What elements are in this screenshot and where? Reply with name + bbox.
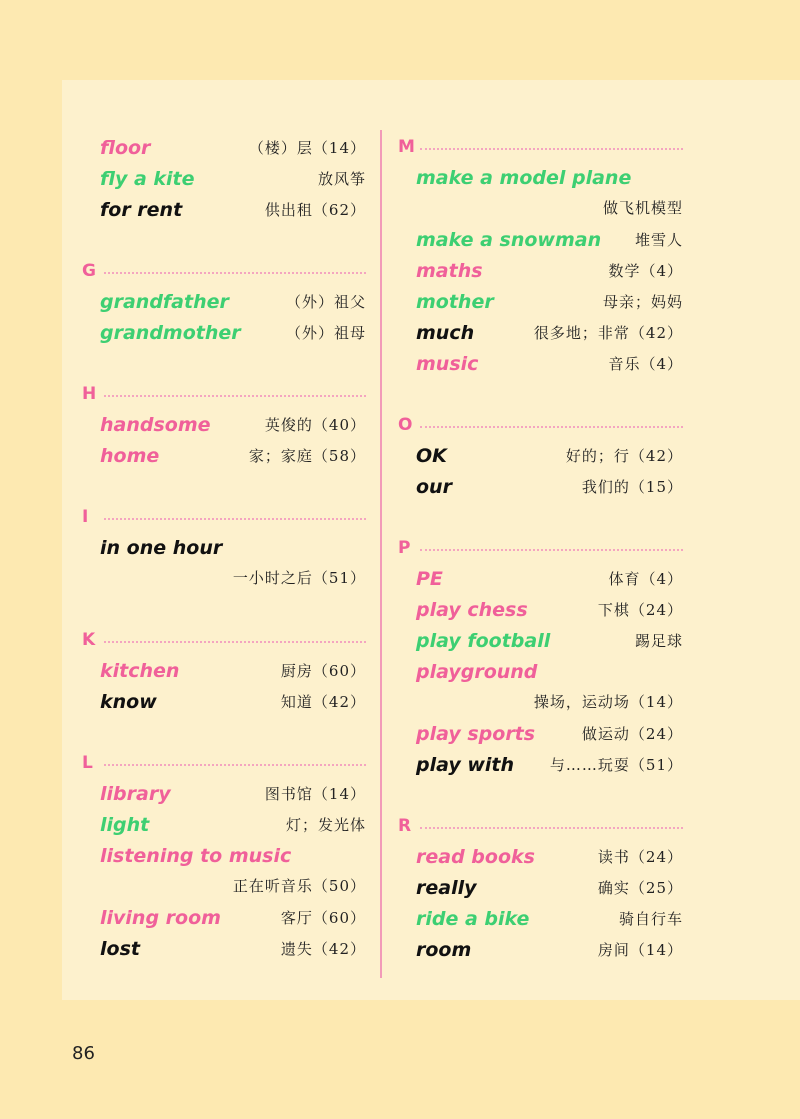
entry-word: maths — [416, 259, 483, 282]
entry-word: play sports — [416, 722, 536, 745]
entry-translation: （外）祖父 — [285, 293, 366, 311]
entry-translation: 灯；发光体 — [285, 816, 366, 834]
glossary-entry — [82, 317, 366, 348]
section-heading — [82, 625, 366, 655]
entry-translation: （楼）层（14） — [248, 139, 366, 157]
section-heading — [82, 748, 366, 778]
entry-translation: 好的；行（42） — [565, 447, 683, 465]
entry-word: music — [416, 352, 479, 375]
glossary-entry — [82, 809, 366, 840]
entry-translation: 图书馆（14） — [264, 785, 366, 803]
entry-translation: 做飞机模型 — [602, 199, 683, 217]
entry-translation: 遗失（42） — [280, 940, 366, 958]
dotted-rule — [104, 272, 366, 274]
entry-word: play chess — [416, 598, 528, 621]
entry-word: home — [100, 444, 160, 467]
dotted-rule — [420, 148, 683, 150]
dotted-rule — [420, 827, 683, 829]
entry-word: mother — [416, 290, 494, 313]
glossary-entry — [82, 933, 366, 964]
entry-translation: 我们的（15） — [581, 478, 683, 496]
entry-translation: 英俊的（40） — [264, 416, 366, 434]
section-letter: I — [82, 507, 89, 527]
glossary-entry — [398, 286, 683, 317]
glossary-left-column — [82, 132, 366, 964]
glossary-entry — [82, 655, 366, 686]
glossary-entry — [398, 162, 683, 193]
glossary-entry — [82, 440, 366, 471]
section-letter: P — [398, 538, 411, 558]
glossary-entry — [82, 686, 366, 717]
section-heading — [398, 132, 683, 162]
entry-word: play football — [416, 629, 551, 652]
dotted-rule — [104, 518, 366, 520]
glossary-entry — [398, 934, 683, 965]
entry-translation: 做运动（24） — [581, 725, 683, 743]
glossary-right-column — [398, 132, 683, 965]
entry-translation: 母亲；妈妈 — [602, 293, 683, 311]
glossary-entry — [82, 532, 366, 563]
section-letter: G — [82, 261, 96, 281]
entry-translation: 家；家庭（58） — [248, 447, 366, 465]
glossary-entry — [398, 317, 683, 348]
entry-word: listening to music — [100, 844, 292, 867]
entry-word: light — [100, 813, 150, 836]
entry-word: much — [416, 321, 475, 344]
entry-translation: 读书（24） — [597, 848, 683, 866]
section-heading — [82, 379, 366, 409]
entry-translation: 很多地；非常（42） — [533, 324, 683, 342]
section-letter: O — [398, 415, 413, 435]
glossary-entry — [82, 409, 366, 440]
entry-translation: 堆雪人 — [634, 231, 683, 249]
glossary-entry — [398, 656, 683, 687]
entry-word: kitchen — [100, 659, 180, 682]
dotted-rule — [104, 764, 366, 766]
entry-word: make a snowman — [416, 228, 602, 251]
entry-translation: 音乐（4） — [608, 355, 683, 373]
entry-word: grandmother — [100, 321, 241, 344]
entry-word: lost — [100, 937, 140, 960]
section-gap — [398, 379, 683, 410]
glossary-entry — [82, 286, 366, 317]
dotted-rule — [420, 549, 683, 551]
entry-translation: 知道（42） — [280, 693, 366, 711]
section-letter: L — [82, 753, 93, 773]
section-heading — [398, 410, 683, 440]
entry-translation: 正在听音乐（50） — [232, 877, 366, 895]
entry-word: play with — [416, 753, 515, 776]
dotted-rule — [104, 395, 366, 397]
glossary-entry — [398, 255, 683, 286]
entry-word: know — [100, 690, 157, 713]
glossary-entry — [398, 594, 683, 625]
dotted-rule — [420, 426, 683, 428]
section-heading — [82, 502, 366, 532]
section-gap — [82, 471, 366, 502]
entry-word: room — [416, 938, 472, 961]
glossary-entry — [398, 718, 683, 749]
entry-translation: 放风筝 — [317, 170, 366, 188]
entry-word: our — [416, 475, 452, 498]
glossary-entry — [82, 194, 366, 225]
glossary-entry — [398, 749, 683, 780]
entry-translation: 房间（14） — [597, 941, 683, 959]
glossary-entry — [398, 841, 683, 872]
entry-translation: 体育（4） — [608, 570, 683, 588]
entry-word: PE — [416, 567, 443, 590]
section-gap — [82, 594, 366, 625]
section-gap — [82, 348, 366, 379]
glossary-entry — [398, 625, 683, 656]
entry-word: fly a kite — [100, 167, 195, 190]
entry-translation: 与……玩耍（51） — [549, 756, 683, 774]
glossary-entry — [398, 872, 683, 903]
entry-word: handsome — [100, 413, 211, 436]
entry-word: OK — [416, 444, 447, 467]
entry-word: in one hour — [100, 536, 223, 559]
entry-word: grandfather — [100, 290, 229, 313]
section-heading — [82, 256, 366, 286]
entry-translation: 踢足球 — [634, 632, 683, 650]
entry-word: ride a bike — [416, 907, 530, 930]
entry-translation: 骑自行车 — [618, 910, 683, 928]
page-number: 86 — [72, 1043, 95, 1064]
entry-word: playground — [416, 660, 538, 683]
glossary-entry — [82, 778, 366, 809]
glossary-entry — [398, 224, 683, 255]
entry-translation: 操场，运动场（14） — [533, 693, 683, 711]
section-gap — [398, 502, 683, 533]
section-letter: M — [398, 137, 415, 157]
section-letter: K — [82, 630, 96, 650]
section-letter: H — [82, 384, 97, 404]
entry-word: for rent — [100, 198, 183, 221]
entry-translation: 下棋（24） — [597, 601, 683, 619]
glossary-entry — [398, 348, 683, 379]
dotted-rule — [104, 641, 366, 643]
column-divider — [380, 130, 382, 978]
entry-translation: （外）祖母 — [285, 324, 366, 342]
section-gap — [398, 780, 683, 811]
entry-translation: 数学（4） — [608, 262, 683, 280]
entry-translation: 一小时之后（51） — [232, 569, 366, 587]
entry-word: really — [416, 876, 477, 899]
entry-word: make a model plane — [416, 166, 632, 189]
section-gap — [82, 717, 366, 748]
glossary-entry — [82, 163, 366, 194]
glossary-entry — [82, 840, 366, 871]
section-gap — [82, 225, 366, 256]
entry-word: read books — [416, 845, 535, 868]
entry-translation: 确实（25） — [597, 879, 683, 897]
glossary-entry — [82, 132, 366, 163]
glossary-entry — [398, 471, 683, 502]
section-heading — [398, 533, 683, 563]
entry-translation: 供出租（62） — [264, 201, 366, 219]
entry-word: library — [100, 782, 171, 805]
glossary-entry — [398, 563, 683, 594]
glossary-entry — [398, 903, 683, 934]
glossary-entry — [398, 440, 683, 471]
section-letter: R — [398, 816, 412, 836]
glossary-entry — [82, 902, 366, 933]
entry-translation: 厨房（60） — [280, 662, 366, 680]
entry-translation: 客厅（60） — [280, 909, 366, 927]
entry-word: living room — [100, 906, 221, 929]
section-heading — [398, 811, 683, 841]
entry-word: floor — [100, 136, 151, 159]
